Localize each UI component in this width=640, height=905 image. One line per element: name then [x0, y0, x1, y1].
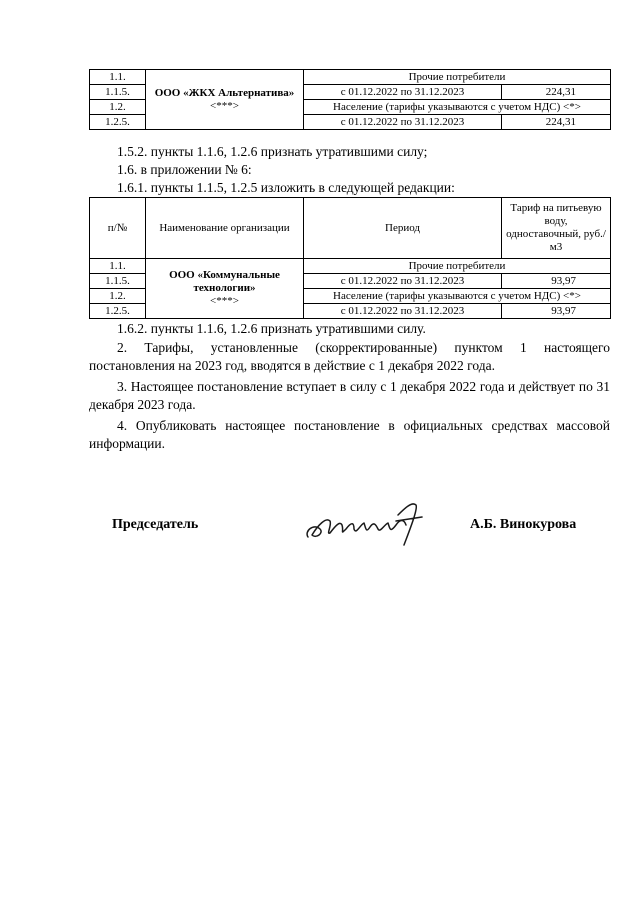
row-number: 1.2.5. — [90, 304, 146, 319]
tariff-value: 224,31 — [502, 115, 611, 130]
tariff-value: 93,97 — [502, 274, 611, 289]
paragraph-1-5-2: 1.5.2. пункты 1.1.6, 1.2.6 признать утратившими силу; — [117, 144, 428, 159]
table-header-row — [90, 198, 611, 259]
tariff-table-2 — [89, 197, 611, 319]
header-organization: Наименование организации — [146, 198, 304, 259]
period-cell: с 01.12.2022 по 31.12.2023 — [304, 85, 502, 100]
consumer-category: Прочие потребители — [304, 259, 611, 274]
row-number: 1.1. — [90, 259, 146, 274]
header-period: Период — [304, 198, 502, 259]
paragraph-1-6-1: 1.6.1. пункты 1.1.5, 1.2.5 изложить в следующей редакции: — [117, 180, 455, 195]
organization-cell — [146, 259, 304, 319]
table-row — [90, 70, 611, 85]
organization-cell — [146, 70, 304, 130]
row-number: 1.2. — [90, 100, 146, 115]
tariff-table-1 — [89, 69, 611, 130]
consumer-category: Прочие потребители — [304, 70, 611, 85]
row-number: 1.1. — [90, 70, 146, 85]
paragraph-1-6: 1.6. в приложении № 6: — [117, 162, 252, 177]
organization-name: ООО «ЖКХ Альтернатива» — [154, 86, 295, 99]
paragraph-3: 3. Настоящее постановление вступает в силу с 1 декабря 2022 года и действует по 31 декабря 2023 года. — [89, 379, 610, 412]
paragraph-2: 2. Тарифы, установленные (скорректированные) пунктом 1 настоящего постановления на 2023 год, вводятся в действие с 1 декабря 2022 года. — [89, 340, 610, 373]
table-row — [90, 259, 611, 274]
header-number: п/№ — [90, 198, 146, 259]
signatory-name: А.Б. Винокурова — [470, 517, 577, 532]
paragraph-1-6-2: 1.6.2. пункты 1.1.6, 1.2.6 признать утратившими силу. — [117, 321, 426, 336]
row-number: 1.1.5. — [90, 274, 146, 289]
consumer-category: Население (тарифы указываются с учетом НДС) <*> — [304, 289, 611, 304]
tariff-value: 93,97 — [502, 304, 611, 319]
organization-note: <***> — [210, 99, 239, 112]
consumer-category: Население (тарифы указываются с учетом НДС) <*> — [304, 100, 611, 115]
paragraph-4: 4. Опубликовать настоящее постановление в официальных средствах массовой информации. — [89, 418, 610, 451]
signatory-title: Председатель — [112, 517, 199, 532]
organization-name: ООО «Коммунальные технологии» — [169, 269, 280, 294]
organization-note: <***> — [210, 295, 239, 307]
handwritten-signature — [300, 495, 430, 555]
period-cell: с 01.12.2022 по 31.12.2023 — [304, 274, 502, 289]
row-number: 1.1.5. — [90, 85, 146, 100]
period-cell: с 01.12.2022 по 31.12.2023 — [304, 304, 502, 319]
row-number: 1.2. — [90, 289, 146, 304]
row-number: 1.2.5. — [90, 115, 146, 130]
header-tariff: Тариф на питьевую воду, одноставочный, руб./м3 — [502, 198, 611, 259]
period-cell: с 01.12.2022 по 31.12.2023 — [304, 115, 502, 130]
tariff-value: 224,31 — [502, 85, 611, 100]
